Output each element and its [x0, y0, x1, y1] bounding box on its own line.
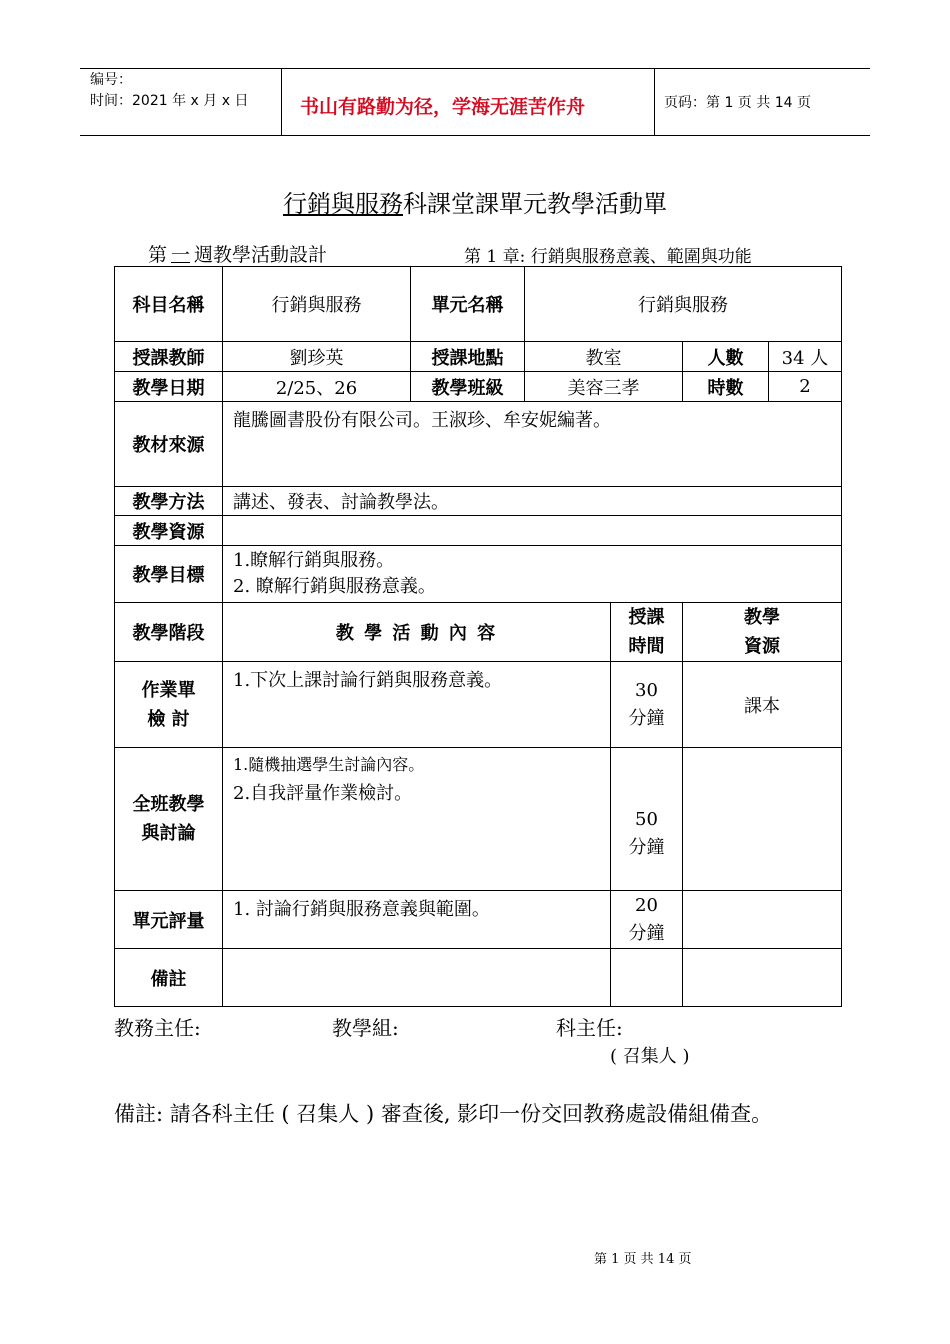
header-divider-left	[281, 69, 282, 135]
activity-resource: 課本	[683, 662, 842, 748]
hours-label: 時數	[683, 372, 769, 402]
people-label: 人數	[683, 342, 769, 372]
sig-convener: ( 召集人 )	[610, 1046, 690, 1067]
week-number: 一	[171, 244, 191, 266]
method-label: 教學方法	[115, 487, 223, 516]
content-header: 教 學 活 動 內 容	[223, 603, 611, 662]
header-time-label: 时间：2021 年 x 月 x 日	[90, 93, 249, 109]
title-course: 行銷與服務	[283, 190, 403, 218]
teacher-value: 劉珍英	[223, 342, 411, 372]
week-heading: 第 一 週教學活動設計	[148, 244, 328, 266]
activity-time: 30 分鐘	[611, 662, 683, 748]
stage-header: 教學階段	[115, 603, 223, 662]
date-label: 教學日期	[115, 372, 223, 402]
date-value: 2/25、26	[223, 372, 411, 402]
content-item: 1. 討論行銷與服務意義與範圍。	[233, 899, 490, 920]
page-title	[0, 184, 950, 219]
activity-resource	[683, 748, 842, 891]
remark-label: 備註	[115, 949, 223, 1007]
location-value: 教室	[525, 342, 683, 372]
resource-label: 教學資源	[115, 516, 223, 546]
bottom-note: 備註: 請各科主任 ( 召集人 ) 審查後, 影印一份交回教務處設備組備查。	[114, 1102, 773, 1126]
goal-label: 教學目標	[115, 546, 223, 603]
content-item: 1.下次上課討論行銷與服務意義。	[233, 670, 503, 691]
title-rest: 科課堂課單元教學活動單	[403, 190, 667, 218]
page-footer: 第 1 页 共 14 页	[594, 1252, 692, 1267]
activity-time: 20 分鐘	[611, 891, 683, 949]
activity-table	[114, 266, 842, 1007]
hours-value: 2	[769, 372, 842, 402]
unit-value: 行銷與服務	[525, 267, 842, 342]
location-label: 授課地點	[411, 342, 525, 372]
header-motto: 书山有路勤为径，学海无涯苦作舟	[300, 96, 586, 118]
header-divider-right	[654, 69, 655, 135]
activity-time: 50 分鐘	[611, 748, 683, 891]
chapter-heading: 第 1 章: 行銷與服務意義、範圍與功能	[464, 247, 752, 267]
sig-teaching-group: 教學組:	[332, 1016, 399, 1040]
people-value: 34 人	[769, 342, 842, 372]
stage-homework-review: 作業單 檢 討	[115, 662, 223, 748]
content-item: 1.隨機抽選學生討論內容。	[233, 755, 425, 774]
content-item: 2.自我評量作業檢討。	[233, 783, 413, 804]
stage-unit-assessment: 單元評量	[115, 891, 223, 949]
activity-resource	[683, 891, 842, 949]
goal-item-2: 2. 瞭解行銷與服務意義。	[233, 576, 436, 597]
sig-department-head: 科主任:	[556, 1016, 623, 1040]
unit-label: 單元名稱	[411, 267, 525, 342]
header-bottom-rule	[80, 135, 870, 136]
stage-class-discussion: 全班教學 與討論	[115, 748, 223, 891]
goal-item-1: 1.瞭解行銷與服務。	[233, 550, 395, 571]
subject-value: 行銷與服務	[223, 267, 411, 342]
subject-label: 科目名稱	[115, 267, 223, 342]
header-top-rule	[80, 68, 870, 69]
header-number-label: 编号：	[90, 72, 132, 88]
resource-header: 教學 資源	[683, 603, 842, 662]
class-value: 美容三孝	[525, 372, 683, 402]
remark-value	[223, 949, 611, 1007]
material-value: 龍騰圖書股份有限公司。王淑珍、牟安妮編著。	[233, 410, 611, 431]
material-label: 教材來源	[115, 402, 223, 487]
sig-director: 教務主任:	[114, 1016, 201, 1040]
method-value: 講述、發表、討論教學法。	[233, 492, 449, 513]
header-page-info: 页码：第 1 页 共 14 页	[664, 95, 811, 111]
time-header: 授課 時間	[611, 603, 683, 662]
class-label: 教學班級	[411, 372, 525, 402]
teacher-label: 授課教師	[115, 342, 223, 372]
